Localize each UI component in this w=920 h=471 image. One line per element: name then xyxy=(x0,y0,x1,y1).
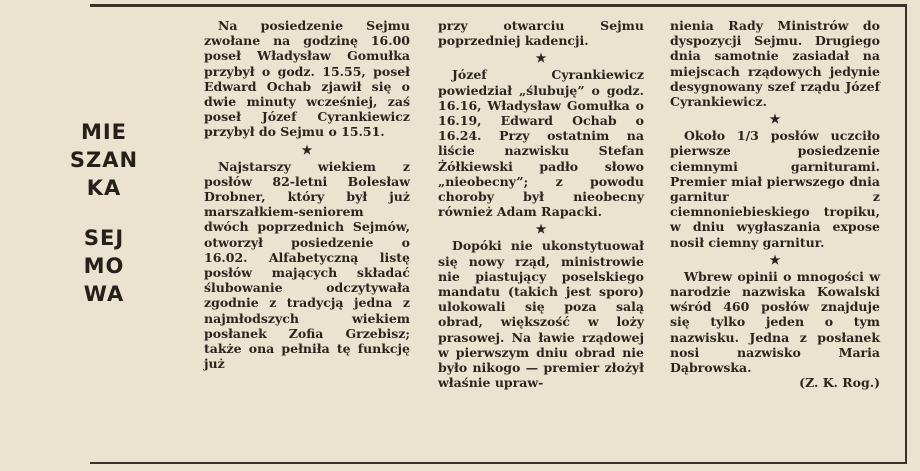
right-rule xyxy=(905,4,907,464)
author-signature: (Z. K. Rog.) xyxy=(799,375,880,391)
title-gap xyxy=(62,202,146,224)
title-line: MO xyxy=(83,254,125,278)
paragraph: przy otwarciu Sejmu poprzedniej kadencji. xyxy=(438,18,644,49)
title-line: MIE xyxy=(80,120,128,144)
paragraph: Wbrew opinii o mnogości w narodzie nazwiska Kowalski wśród 460 posłów znajduje się tylko jeden o tym nazwisku. Jedna z posłanek nosi nazwisko Maria Dąbrowska. xyxy=(670,268,880,376)
bottom-rule xyxy=(90,462,905,464)
paragraph: Dopóki nie ukonstytuował się nowy rząd, ministrowie nie piastujący poselskiego mandatu (takich jest sporo) ulokowali się poza salą obrad, większość w loży prasowej. Na ławie rządowej w pierwszym dniu obrad nie było nikogo — premier złożył właśnie upraw- xyxy=(438,238,644,391)
title-line: KA xyxy=(86,176,122,200)
text-column-1 xyxy=(204,18,410,371)
top-rule xyxy=(90,4,905,7)
text-column-3 xyxy=(670,18,880,390)
paragraph: Około 1/3 posłów uczciło pierwsze posiedzenie ciemnymi garniturami. Premier miał pierwszego dnia garnitur z ciemnoniebieskiego tropiku, w dniu wygłaszania expose nosił ciemny garnitur. xyxy=(670,128,880,250)
star-separator: ★ xyxy=(535,51,547,66)
star-separator: ★ xyxy=(769,252,781,267)
star-separator: ★ xyxy=(301,142,313,157)
paragraph: nienia Rady Ministrów do dyspozycji Sejmu. Drugiego dnia samotnie zasiadał na miejscach rządowych jedynie desygnowany szef rządu Józef Cyrankiewicz. xyxy=(670,18,880,110)
star-separator: ★ xyxy=(535,222,547,237)
side-title xyxy=(62,118,146,308)
title-line: WA xyxy=(83,282,125,306)
paragraph: Józef Cyrankiewicz powiedział „ślubuję” o godz. 16.16, Władysław Gomułka o 16.19, Edward Ochab o 16.24. Przy ostatnim na liście nazwisku Stefan Żółkiewski padło słowo „nieobecny”; z powodu choroby był nieobecny również Adam Rapacki. xyxy=(438,67,644,220)
paragraph: Na posiedzenie Sejmu zwołane na godzinę 16.00 poseł Władysław Gomułka przybył o godz. 15.55, poseł Edward Ochab zjawił się o dwie minuty wcześniej, zaś poseł Józef Cyrankiewicz przybył do Sejmu o 15.51. xyxy=(204,18,410,140)
paragraph: Najstarszy wiekiem z posłów 82-letni Bolesław Drobner, który był już marszałkiem-seniorem dwóch poprzednich Sejmów, otworzył posiedzenie o 16.02. Alfabetyczną listę posłów mających składać ślubowanie odczytywała zgodnie z tradycją jedna z najmłodszych wiekiem posłanek Zofia Grzebisz; także ona pełniła tę funkcję już xyxy=(204,158,410,372)
title-line: SEJ xyxy=(83,226,125,250)
star-separator: ★ xyxy=(769,112,781,127)
text-column-2 xyxy=(438,18,644,390)
title-line: SZAN xyxy=(69,148,139,172)
